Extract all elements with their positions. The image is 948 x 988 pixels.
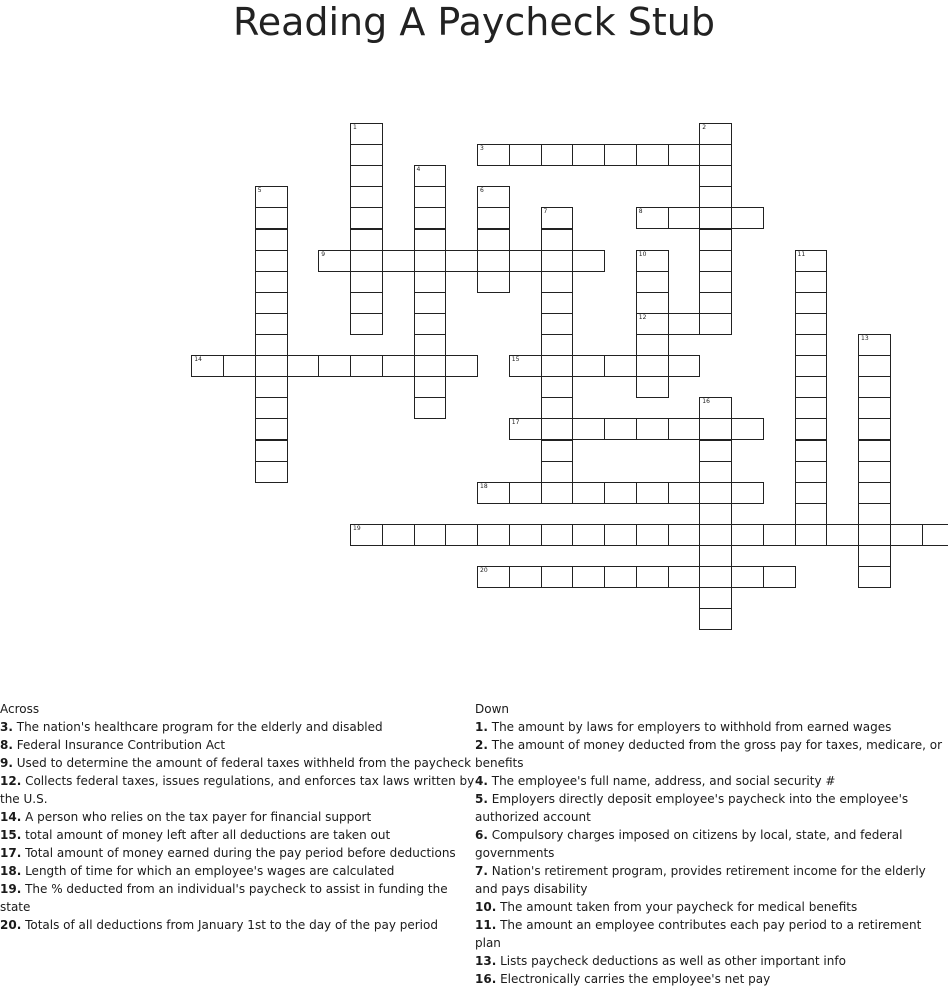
clue-number: 7 bbox=[544, 209, 548, 215]
crossword-cell[interactable] bbox=[477, 186, 510, 208]
crossword-cell[interactable] bbox=[699, 461, 732, 483]
across-clue bbox=[0, 916, 476, 934]
crossword-cell[interactable] bbox=[350, 123, 383, 145]
clue-number: 14 bbox=[194, 357, 202, 363]
clue-text: Electronically carries the employee's net pay bbox=[496, 972, 770, 986]
clue-text: Employers directly deposit employee's paycheck into the employee's authorized account bbox=[475, 792, 908, 824]
crossword-cell[interactable] bbox=[255, 186, 288, 208]
down-clue bbox=[475, 772, 947, 790]
crossword-cell[interactable] bbox=[350, 144, 383, 166]
clue-number: 4. bbox=[475, 774, 488, 788]
clue-number: 3. bbox=[0, 720, 13, 734]
crossword-cell[interactable] bbox=[699, 545, 732, 567]
clue-number: 19 bbox=[353, 526, 361, 532]
crossword-cell[interactable] bbox=[763, 524, 796, 546]
clue-number: 20 bbox=[480, 568, 488, 574]
crossword-cell[interactable] bbox=[795, 292, 828, 314]
crossword-cell[interactable] bbox=[604, 355, 637, 377]
clue-number: 10 bbox=[639, 252, 647, 258]
crossword-cell[interactable] bbox=[477, 229, 510, 251]
crossword-cell[interactable] bbox=[636, 376, 669, 398]
crossword-cell[interactable] bbox=[350, 207, 383, 229]
crossword-cell[interactable] bbox=[541, 376, 574, 398]
crossword-cell[interactable] bbox=[858, 482, 891, 504]
crossword-cell[interactable] bbox=[699, 566, 732, 588]
crossword-cell[interactable] bbox=[414, 334, 447, 356]
crossword-cell[interactable] bbox=[477, 524, 510, 546]
crossword-cell[interactable] bbox=[477, 271, 510, 293]
crossword-cell[interactable] bbox=[699, 123, 732, 145]
crossword-cell[interactable] bbox=[350, 186, 383, 208]
crossword-cell[interactable] bbox=[795, 418, 828, 440]
crossword-cell[interactable] bbox=[318, 250, 351, 272]
crossword-cell[interactable] bbox=[604, 566, 637, 588]
crossword-cell[interactable] bbox=[572, 250, 605, 272]
crossword-cell[interactable] bbox=[477, 482, 510, 504]
crossword-cell[interactable] bbox=[255, 461, 288, 483]
clue-text: Length of time for which an employee's wages are calculated bbox=[21, 864, 394, 878]
crossword-cell[interactable] bbox=[541, 229, 574, 251]
across-clues bbox=[0, 700, 476, 934]
crossword-cell[interactable] bbox=[858, 545, 891, 567]
crossword-cell[interactable] bbox=[414, 524, 447, 546]
crossword-cell[interactable] bbox=[445, 355, 478, 377]
crossword-cell[interactable] bbox=[668, 482, 701, 504]
crossword-cell[interactable] bbox=[541, 313, 574, 335]
crossword-cell[interactable] bbox=[572, 566, 605, 588]
crossword-cell[interactable] bbox=[255, 313, 288, 335]
clue-number: 12 bbox=[639, 315, 647, 321]
crossword-cell[interactable] bbox=[287, 355, 320, 377]
clue-number: 1. bbox=[475, 720, 488, 734]
crossword-cell[interactable] bbox=[572, 482, 605, 504]
clue-number: 5. bbox=[475, 792, 488, 806]
crossword-cell[interactable] bbox=[699, 144, 732, 166]
crossword-cell[interactable] bbox=[541, 334, 574, 356]
crossword-cell[interactable] bbox=[604, 482, 637, 504]
crossword-cell[interactable] bbox=[636, 355, 669, 377]
crossword-cell[interactable] bbox=[541, 397, 574, 419]
clue-number: 11. bbox=[475, 918, 496, 932]
crossword-cell[interactable] bbox=[572, 418, 605, 440]
down-clue-list bbox=[475, 718, 947, 988]
crossword-cell[interactable] bbox=[731, 524, 764, 546]
crossword-cell[interactable] bbox=[763, 566, 796, 588]
clue-text: The amount an employee contributes each pay period to a retirement plan bbox=[475, 918, 921, 950]
crossword-cell[interactable] bbox=[699, 482, 732, 504]
crossword-cell[interactable] bbox=[795, 482, 828, 504]
crossword-cell[interactable] bbox=[636, 144, 669, 166]
crossword-cell[interactable] bbox=[350, 229, 383, 251]
crossword-cell[interactable] bbox=[414, 186, 447, 208]
crossword-cell[interactable] bbox=[731, 482, 764, 504]
crossword-cell[interactable] bbox=[636, 524, 669, 546]
down-clue bbox=[475, 862, 947, 898]
crossword-cell[interactable] bbox=[414, 207, 447, 229]
crossword-cell[interactable] bbox=[255, 207, 288, 229]
crossword-cell[interactable] bbox=[382, 524, 415, 546]
crossword-cell[interactable] bbox=[636, 418, 669, 440]
crossword-cell[interactable] bbox=[414, 292, 447, 314]
crossword-cell[interactable] bbox=[414, 376, 447, 398]
down-clue bbox=[475, 916, 947, 952]
crossword-cell[interactable] bbox=[731, 207, 764, 229]
crossword-cell[interactable] bbox=[509, 418, 542, 440]
clue-number: 2. bbox=[475, 738, 488, 752]
crossword-cell[interactable] bbox=[668, 355, 701, 377]
crossword-cell[interactable] bbox=[795, 397, 828, 419]
crossword-cell[interactable] bbox=[477, 250, 510, 272]
crossword-cell[interactable] bbox=[604, 418, 637, 440]
clue-number: 2 bbox=[702, 125, 706, 131]
crossword-cell[interactable] bbox=[668, 313, 701, 335]
crossword-cell[interactable] bbox=[541, 144, 574, 166]
clue-text: The nation's healthcare program for the elderly and disabled bbox=[13, 720, 383, 734]
down-clue bbox=[475, 736, 947, 772]
clue-number: 5 bbox=[258, 188, 262, 194]
crossword-cell[interactable] bbox=[922, 524, 948, 546]
crossword-cell[interactable] bbox=[795, 313, 828, 335]
across-clue bbox=[0, 772, 476, 808]
crossword-cell[interactable] bbox=[858, 418, 891, 440]
down-clue bbox=[475, 898, 947, 916]
crossword-cell[interactable] bbox=[350, 292, 383, 314]
crossword-cell[interactable] bbox=[509, 250, 542, 272]
crossword-cell[interactable] bbox=[350, 313, 383, 335]
clue-number: 12. bbox=[0, 774, 21, 788]
page-title: Reading A Paycheck Stub bbox=[0, 0, 948, 44]
crossword-cell[interactable] bbox=[636, 313, 669, 335]
crossword-cell[interactable] bbox=[858, 355, 891, 377]
clue-text: The amount of money deducted from the gross pay for taxes, medicare, or benefits bbox=[475, 738, 942, 770]
clue-text: Total amount of money earned during the pay period before deductions bbox=[21, 846, 455, 860]
clue-number: 18. bbox=[0, 864, 21, 878]
crossword-cell[interactable] bbox=[858, 566, 891, 588]
crossword-cell[interactable] bbox=[414, 397, 447, 419]
crossword-cell[interactable] bbox=[414, 355, 447, 377]
across-clue bbox=[0, 862, 476, 880]
crossword-cell[interactable] bbox=[699, 524, 732, 546]
crossword-cell[interactable] bbox=[668, 418, 701, 440]
crossword-cell[interactable] bbox=[414, 165, 447, 187]
crossword-cell[interactable] bbox=[541, 355, 574, 377]
crossword-cell[interactable] bbox=[890, 524, 923, 546]
crossword-cell[interactable] bbox=[699, 186, 732, 208]
clue-number: 15. bbox=[0, 828, 21, 842]
crossword-cell[interactable] bbox=[795, 524, 828, 546]
across-clue bbox=[0, 718, 476, 736]
clue-number: 20. bbox=[0, 918, 21, 932]
across-clue bbox=[0, 808, 476, 826]
crossword-cell[interactable] bbox=[255, 250, 288, 272]
crossword-cell[interactable] bbox=[414, 313, 447, 335]
clue-number: 4 bbox=[417, 167, 421, 173]
clue-text: The employee's full name, address, and social security # bbox=[488, 774, 836, 788]
down-heading: Down bbox=[475, 700, 947, 718]
crossword-cell[interactable] bbox=[414, 271, 447, 293]
crossword-cell[interactable] bbox=[509, 566, 542, 588]
crossword-cell[interactable] bbox=[255, 334, 288, 356]
crossword-cell[interactable] bbox=[731, 566, 764, 588]
crossword-cell[interactable] bbox=[699, 440, 732, 462]
crossword-cell[interactable] bbox=[509, 355, 542, 377]
crossword-cell[interactable] bbox=[414, 250, 447, 272]
clue-text: Used to determine the amount of federal taxes withheld from the paycheck bbox=[13, 756, 471, 770]
clue-number: 13 bbox=[861, 336, 869, 342]
crossword-cell[interactable] bbox=[255, 292, 288, 314]
crossword-cell[interactable] bbox=[668, 144, 701, 166]
crossword-cell[interactable] bbox=[350, 271, 383, 293]
across-clue bbox=[0, 736, 476, 754]
crossword-cell[interactable] bbox=[604, 524, 637, 546]
clue-number: 19. bbox=[0, 882, 21, 896]
crossword-cell[interactable] bbox=[572, 144, 605, 166]
clue-text: A person who relies on the tax payer for financial support bbox=[21, 810, 371, 824]
crossword-cell[interactable] bbox=[795, 271, 828, 293]
crossword-cell[interactable] bbox=[795, 461, 828, 483]
clue-number: 16 bbox=[702, 399, 710, 405]
crossword-cell[interactable] bbox=[699, 397, 732, 419]
clue-text: Nation's retirement program, provides retirement income for the elderly and pays disability bbox=[475, 864, 926, 896]
down-clues bbox=[475, 700, 947, 988]
crossword-cell[interactable] bbox=[604, 144, 637, 166]
clue-number: 8. bbox=[0, 738, 13, 752]
clue-number: 3 bbox=[480, 146, 484, 152]
clue-number: 13. bbox=[475, 954, 496, 968]
crossword-cell[interactable] bbox=[541, 418, 574, 440]
crossword-cell[interactable] bbox=[699, 503, 732, 525]
crossword-cell[interactable] bbox=[858, 334, 891, 356]
clue-number: 1 bbox=[353, 125, 357, 131]
crossword-cell[interactable] bbox=[858, 397, 891, 419]
crossword-cell[interactable] bbox=[541, 250, 574, 272]
across-clue bbox=[0, 880, 476, 916]
crossword-cell[interactable] bbox=[826, 524, 859, 546]
crossword-cell[interactable] bbox=[668, 566, 701, 588]
crossword-cell[interactable] bbox=[699, 207, 732, 229]
crossword-cell[interactable] bbox=[477, 207, 510, 229]
crossword-cell[interactable] bbox=[255, 397, 288, 419]
clue-number: 17 bbox=[512, 420, 520, 426]
crossword-cell[interactable] bbox=[541, 524, 574, 546]
across-clue bbox=[0, 826, 476, 844]
clue-text: The amount taken from your paycheck for medical benefits bbox=[496, 900, 857, 914]
crossword-cell[interactable] bbox=[191, 355, 224, 377]
crossword-cell[interactable] bbox=[858, 524, 891, 546]
down-clue bbox=[475, 790, 947, 826]
crossword-cell[interactable] bbox=[509, 482, 542, 504]
crossword-cell[interactable] bbox=[795, 334, 828, 356]
down-clue bbox=[475, 952, 947, 970]
crossword-cell[interactable] bbox=[382, 250, 415, 272]
clue-text: Collects federal taxes, issues regulations, and enforces tax laws written by the U.S. bbox=[0, 774, 474, 806]
clue-text: The amount by laws for employers to withhold from earned wages bbox=[488, 720, 891, 734]
clue-number: 6. bbox=[475, 828, 488, 842]
crossword-cell[interactable] bbox=[255, 229, 288, 251]
crossword-cell[interactable] bbox=[541, 461, 574, 483]
crossword-cell[interactable] bbox=[795, 440, 828, 462]
crossword-cell[interactable] bbox=[223, 355, 256, 377]
crossword-cell[interactable] bbox=[255, 271, 288, 293]
crossword-cell[interactable] bbox=[477, 144, 510, 166]
crossword-cell[interactable] bbox=[636, 271, 669, 293]
clue-number: 9. bbox=[0, 756, 13, 770]
clue-number: 16. bbox=[475, 972, 496, 986]
crossword-cell[interactable] bbox=[668, 524, 701, 546]
clue-number: 18 bbox=[480, 484, 488, 490]
crossword-cell[interactable] bbox=[795, 503, 828, 525]
crossword-cell[interactable] bbox=[731, 418, 764, 440]
clue-text: Federal Insurance Contribution Act bbox=[13, 738, 225, 752]
crossword-cell[interactable] bbox=[699, 250, 732, 272]
clue-number: 11 bbox=[798, 252, 806, 258]
clue-number: 10. bbox=[475, 900, 496, 914]
clue-number: 9 bbox=[321, 252, 325, 258]
crossword-cell[interactable] bbox=[509, 524, 542, 546]
crossword-cell[interactable] bbox=[255, 440, 288, 462]
crossword-cell[interactable] bbox=[509, 144, 542, 166]
crossword-cell[interactable] bbox=[572, 355, 605, 377]
crossword-cell[interactable] bbox=[699, 587, 732, 609]
crossword-cell[interactable] bbox=[350, 165, 383, 187]
crossword-cell[interactable] bbox=[382, 355, 415, 377]
crossword-cell[interactable] bbox=[636, 250, 669, 272]
crossword-cell[interactable] bbox=[541, 292, 574, 314]
crossword-cell[interactable] bbox=[699, 271, 732, 293]
clue-text: Compulsory charges imposed on citizens by local, state, and federal governments bbox=[475, 828, 902, 860]
crossword-cell[interactable] bbox=[477, 566, 510, 588]
crossword-cell[interactable] bbox=[699, 418, 732, 440]
crossword-cell[interactable] bbox=[668, 207, 701, 229]
crossword-cell[interactable] bbox=[541, 566, 574, 588]
crossword-cell[interactable] bbox=[699, 292, 732, 314]
crossword-cell[interactable] bbox=[858, 461, 891, 483]
crossword-cell[interactable] bbox=[350, 524, 383, 546]
crossword-cell[interactable] bbox=[572, 524, 605, 546]
crossword-cell[interactable] bbox=[541, 207, 574, 229]
crossword-cell[interactable] bbox=[541, 440, 574, 462]
crossword-cell[interactable] bbox=[541, 482, 574, 504]
crossword-cell[interactable] bbox=[255, 355, 288, 377]
down-clue bbox=[475, 826, 947, 862]
clue-number: 6 bbox=[480, 188, 484, 194]
crossword-cell[interactable] bbox=[699, 229, 732, 251]
across-heading: Across bbox=[0, 700, 476, 718]
clue-text: The % deducted from an individual's paycheck to assist in funding the state bbox=[0, 882, 448, 914]
crossword-cell[interactable] bbox=[414, 229, 447, 251]
down-clue bbox=[475, 718, 947, 736]
clue-number: 7. bbox=[475, 864, 488, 878]
crossword-cell[interactable] bbox=[541, 271, 574, 293]
crossword-cell[interactable] bbox=[636, 207, 669, 229]
crossword-cell[interactable] bbox=[445, 524, 478, 546]
across-clue bbox=[0, 844, 476, 862]
across-clue-list bbox=[0, 718, 476, 934]
clue-text: total amount of money left after all deductions are taken out bbox=[21, 828, 390, 842]
crossword-cell[interactable] bbox=[795, 250, 828, 272]
clue-number: 14. bbox=[0, 810, 21, 824]
crossword-cell[interactable] bbox=[318, 355, 351, 377]
crossword-cell[interactable] bbox=[795, 376, 828, 398]
crossword-cell[interactable] bbox=[350, 250, 383, 272]
clue-text: Totals of all deductions from January 1st to the day of the pay period bbox=[21, 918, 438, 932]
crossword-cell[interactable] bbox=[255, 418, 288, 440]
across-clue bbox=[0, 754, 476, 772]
crossword-cell[interactable] bbox=[636, 566, 669, 588]
clue-number: 17. bbox=[0, 846, 21, 860]
clue-number: 15 bbox=[512, 357, 520, 363]
crossword-cell[interactable] bbox=[350, 355, 383, 377]
crossword-cell[interactable] bbox=[699, 165, 732, 187]
crossword-cell[interactable] bbox=[636, 292, 669, 314]
crossword-cell[interactable] bbox=[858, 376, 891, 398]
crossword-cell[interactable] bbox=[636, 482, 669, 504]
crossword-cell[interactable] bbox=[636, 334, 669, 356]
crossword-cell[interactable] bbox=[699, 608, 732, 630]
crossword-cell[interactable] bbox=[858, 503, 891, 525]
crossword-cell[interactable] bbox=[255, 376, 288, 398]
clue-number: 8 bbox=[639, 209, 643, 215]
clue-text: Lists paycheck deductions as well as other important info bbox=[496, 954, 846, 968]
crossword-cell[interactable] bbox=[699, 313, 732, 335]
crossword-cell[interactable] bbox=[445, 250, 478, 272]
down-clue bbox=[475, 970, 947, 988]
crossword-cell[interactable] bbox=[858, 440, 891, 462]
crossword-cell[interactable] bbox=[795, 355, 828, 377]
